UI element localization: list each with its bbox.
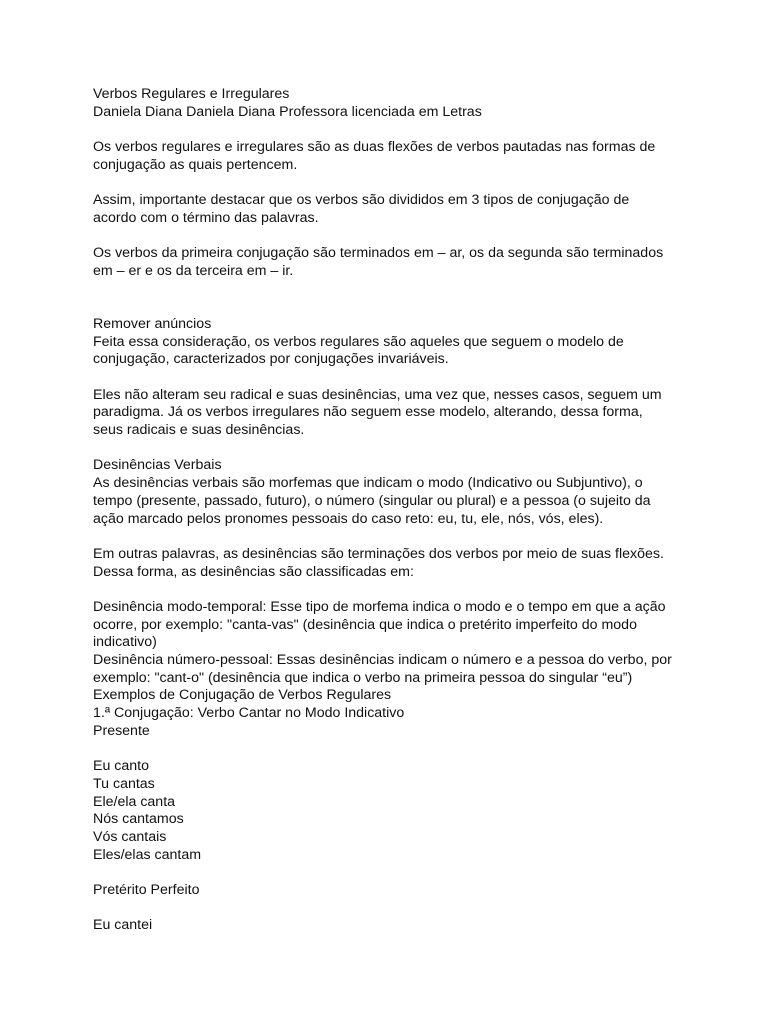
spacer (93, 174, 693, 192)
spacer (93, 228, 693, 246)
paragraph-line: ação marcado pelos pronomes pessoais do caso reto: eu, tu, ele, nós, vós, eles). (93, 510, 604, 527)
paragraph-line: Feita essa consideração, os verbos regulares são aqueles que seguem o modelo de (93, 333, 624, 350)
section-heading: Desinências Verbais (93, 457, 222, 474)
section-heading: Exemplos de Conjugação de Verbos Regulares (93, 687, 392, 704)
conjugation-line: Eles/elas cantam (93, 846, 202, 863)
remove-ads-link[interactable]: Remover anúncios (93, 315, 212, 332)
document-title: Verbos Regulares e Irregulares (93, 86, 290, 102)
spacer (93, 369, 693, 387)
spacer (93, 740, 693, 758)
paragraph-line: paradigma. Já os verbos irregulares não seguem esse modelo, alterando, dessa forma, (93, 404, 643, 421)
paragraph-line: tempo (presente, passado, futuro), o número (singular ou plural) e a pessoa (o sujeito da (93, 492, 651, 509)
paragraph-line: Dessa forma, as desinências são classificadas em: (93, 563, 414, 580)
spacer (93, 528, 693, 546)
paragraph-line: exemplo: "cant-o" (desinência que indica o verbo na primeira pessoa do singular “eu”) (93, 669, 633, 686)
spacer (93, 900, 693, 918)
paragraph-line: acordo com o término das palavras. (93, 209, 319, 226)
spacer (93, 864, 693, 882)
conjugation-line: Tu cantas (93, 775, 155, 792)
conjugation-line: Eu cantei (93, 917, 153, 934)
conjugation-line: Nós cantamos (93, 811, 184, 828)
section-heading: 1.ª Conjugação: Verbo Cantar no Modo Indicativo (93, 705, 405, 722)
paragraph-line: Desinência modo-temporal: Esse tipo de morfema indica o modo e o tempo em que a ação (93, 598, 666, 615)
paragraph-line: Os verbos da primeira conjugação são terminados em – ar, os da segunda são terminados (93, 245, 664, 262)
conjugation-line: Ele/ela canta (93, 793, 176, 810)
paragraph-line: Assim, importante destacar que os verbos são divididos em 3 tipos de conjugação de (93, 192, 630, 209)
paragraph-line: conjugação as quais pertencem. (93, 156, 298, 173)
paragraph-line: em – er e os da terceira em – ir. (93, 262, 294, 279)
spacer (93, 440, 693, 458)
conjugation-line: Eu canto (93, 758, 150, 775)
paragraph-line: ocorre, por exemplo: "canta-vas" (desinência que indica o pretérito imperfeito do modo (93, 616, 637, 633)
paragraph-line: As desinências verbais são morfemas que indicam o modo (Indicativo ou Subjuntivo), o (93, 475, 643, 492)
paragraph-line: conjugação, caracterizados por conjugações invariáveis. (93, 351, 449, 368)
spacer (93, 121, 693, 139)
paragraph-line: indicativo) (93, 634, 157, 651)
spacer (93, 581, 693, 599)
paragraph-line: seus radicais e suas desinências. (93, 422, 305, 439)
spacer (93, 281, 693, 316)
document-author: Daniela Diana Daniela Diana Professora licenciada em Letras (93, 103, 482, 120)
tense-heading: Pretérito Perfeito (93, 881, 200, 898)
paragraph-line: Os verbos regulares e irregulares são as duas flexões de verbos pautadas nas formas de (93, 139, 656, 156)
paragraph-line: Desinência número-pessoal: Essas desinências indicam o número e a pessoa do verbo, por (93, 652, 672, 669)
conjugation-line: Vós cantais (93, 828, 167, 845)
paragraph-line: Em outras palavras, as desinências são terminações dos verbos por meio de suas flexões. (93, 545, 664, 562)
paragraph-line: Eles não alteram seu radical e suas desinências, uma vez que, nesses casos, seguem um (93, 386, 662, 403)
tense-heading: Presente (93, 722, 150, 739)
document-page (93, 86, 693, 935)
